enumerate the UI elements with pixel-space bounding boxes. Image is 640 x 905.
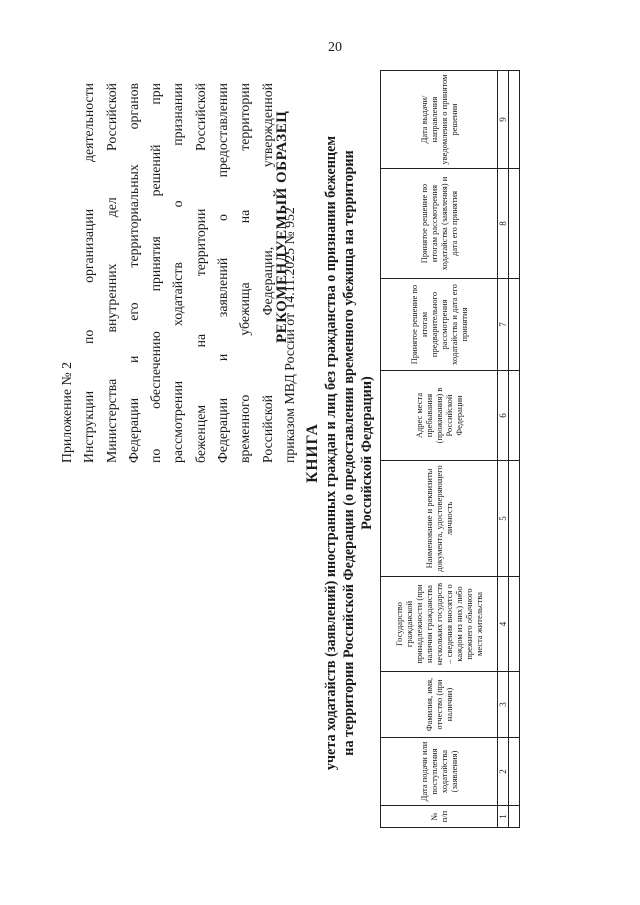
entry-cell: [509, 461, 520, 577]
book-title: [304, 68, 376, 838]
column-number: 1: [498, 806, 509, 828]
table-header-row: [381, 71, 498, 828]
entry-cell: [509, 738, 520, 806]
header-cell-final-decision: Принятое решение по итогам рассмотрения ходатайства (заявления) и дата его принятия: [381, 169, 498, 279]
appendix-line: беженцем на территории Российской: [192, 83, 208, 463]
appendix-line: временного убежища на территории: [237, 83, 253, 463]
column-number: 3: [498, 672, 509, 738]
register-table: [380, 70, 520, 828]
column-number-row: [498, 71, 509, 828]
column-number: 9: [498, 71, 509, 169]
entry-cell: [509, 672, 520, 738]
rotated-page-content: [42, 68, 522, 838]
book-title-line: на территории Российской Федерации (о предоставлении временного убежища на территории: [341, 150, 357, 756]
appendix-line: приказом МВД России от 14.11.2025 № 952: [281, 207, 297, 463]
entry-cell: [509, 577, 520, 672]
header-cell-identity-document: Наименование и реквизиты документа, удостоверяющего личность: [381, 461, 498, 577]
entry-cell: [509, 169, 520, 279]
page-number: 20: [328, 40, 342, 55]
column-number: 6: [498, 371, 509, 461]
entry-cell: [509, 371, 520, 461]
appendix-line: по обеспечению принятия решений при: [148, 83, 164, 463]
appendix-line: Федерации и его территориальных органов: [125, 83, 141, 463]
appendix-line: Инструкции по организации деятельности: [81, 83, 97, 463]
column-number: 5: [498, 461, 509, 577]
entry-cell: [509, 806, 520, 828]
column-number: 7: [498, 279, 509, 371]
header-cell-notification-date: Дата выдачи/ направления уведомления о принятом решении: [381, 71, 498, 169]
header-cell-full-name: Фамилия, имя, отчество (при наличии): [381, 672, 498, 738]
entry-cell: [509, 71, 520, 169]
book-title-line: Российской Федерации): [359, 376, 375, 530]
header-cell-submission-date: Дата подачи или поступления ходатайства (заявления): [381, 738, 498, 806]
appendix-line: рассмотрении ходатайств о признании: [170, 83, 186, 463]
header-cell-citizenship: Государство гражданской принадлежности (при наличии гражданства нескольких государств – сведения вносятся о каждом из них) либо прежнего обычного места жительства: [381, 577, 498, 672]
column-number: 4: [498, 577, 509, 672]
entry-cell: [509, 279, 520, 371]
book-heading: КНИГА: [304, 423, 321, 483]
appendix-header: [56, 83, 301, 463]
sample-label: РЕКОМЕНДУЕМЫЙ ОБРАЗЕЦ: [274, 110, 290, 343]
appendix-line: Приложение № 2: [59, 361, 74, 463]
header-cell-number: № п/п: [381, 806, 498, 828]
column-number: 2: [498, 738, 509, 806]
appendix-line: Российской Федерации, утвержденной: [259, 83, 275, 463]
header-cell-preliminary-decision: Принятое решение по итогам предварительного рассмотрения ходатайства и дата его принятия: [381, 279, 498, 371]
appendix-line: Министерства внутренних дел Российской: [103, 83, 119, 463]
book-title-line: учета ходатайств (заявлений) иностранных граждан и лиц без гражданства о признании беженцем: [323, 135, 339, 771]
header-cell-address: Адрес места пребывания (проживания) в Российской Федерации: [381, 371, 498, 461]
empty-entry-row: [509, 71, 520, 828]
column-number: 8: [498, 169, 509, 279]
appendix-line: Федерации и заявлений о предоставлении: [215, 83, 231, 463]
